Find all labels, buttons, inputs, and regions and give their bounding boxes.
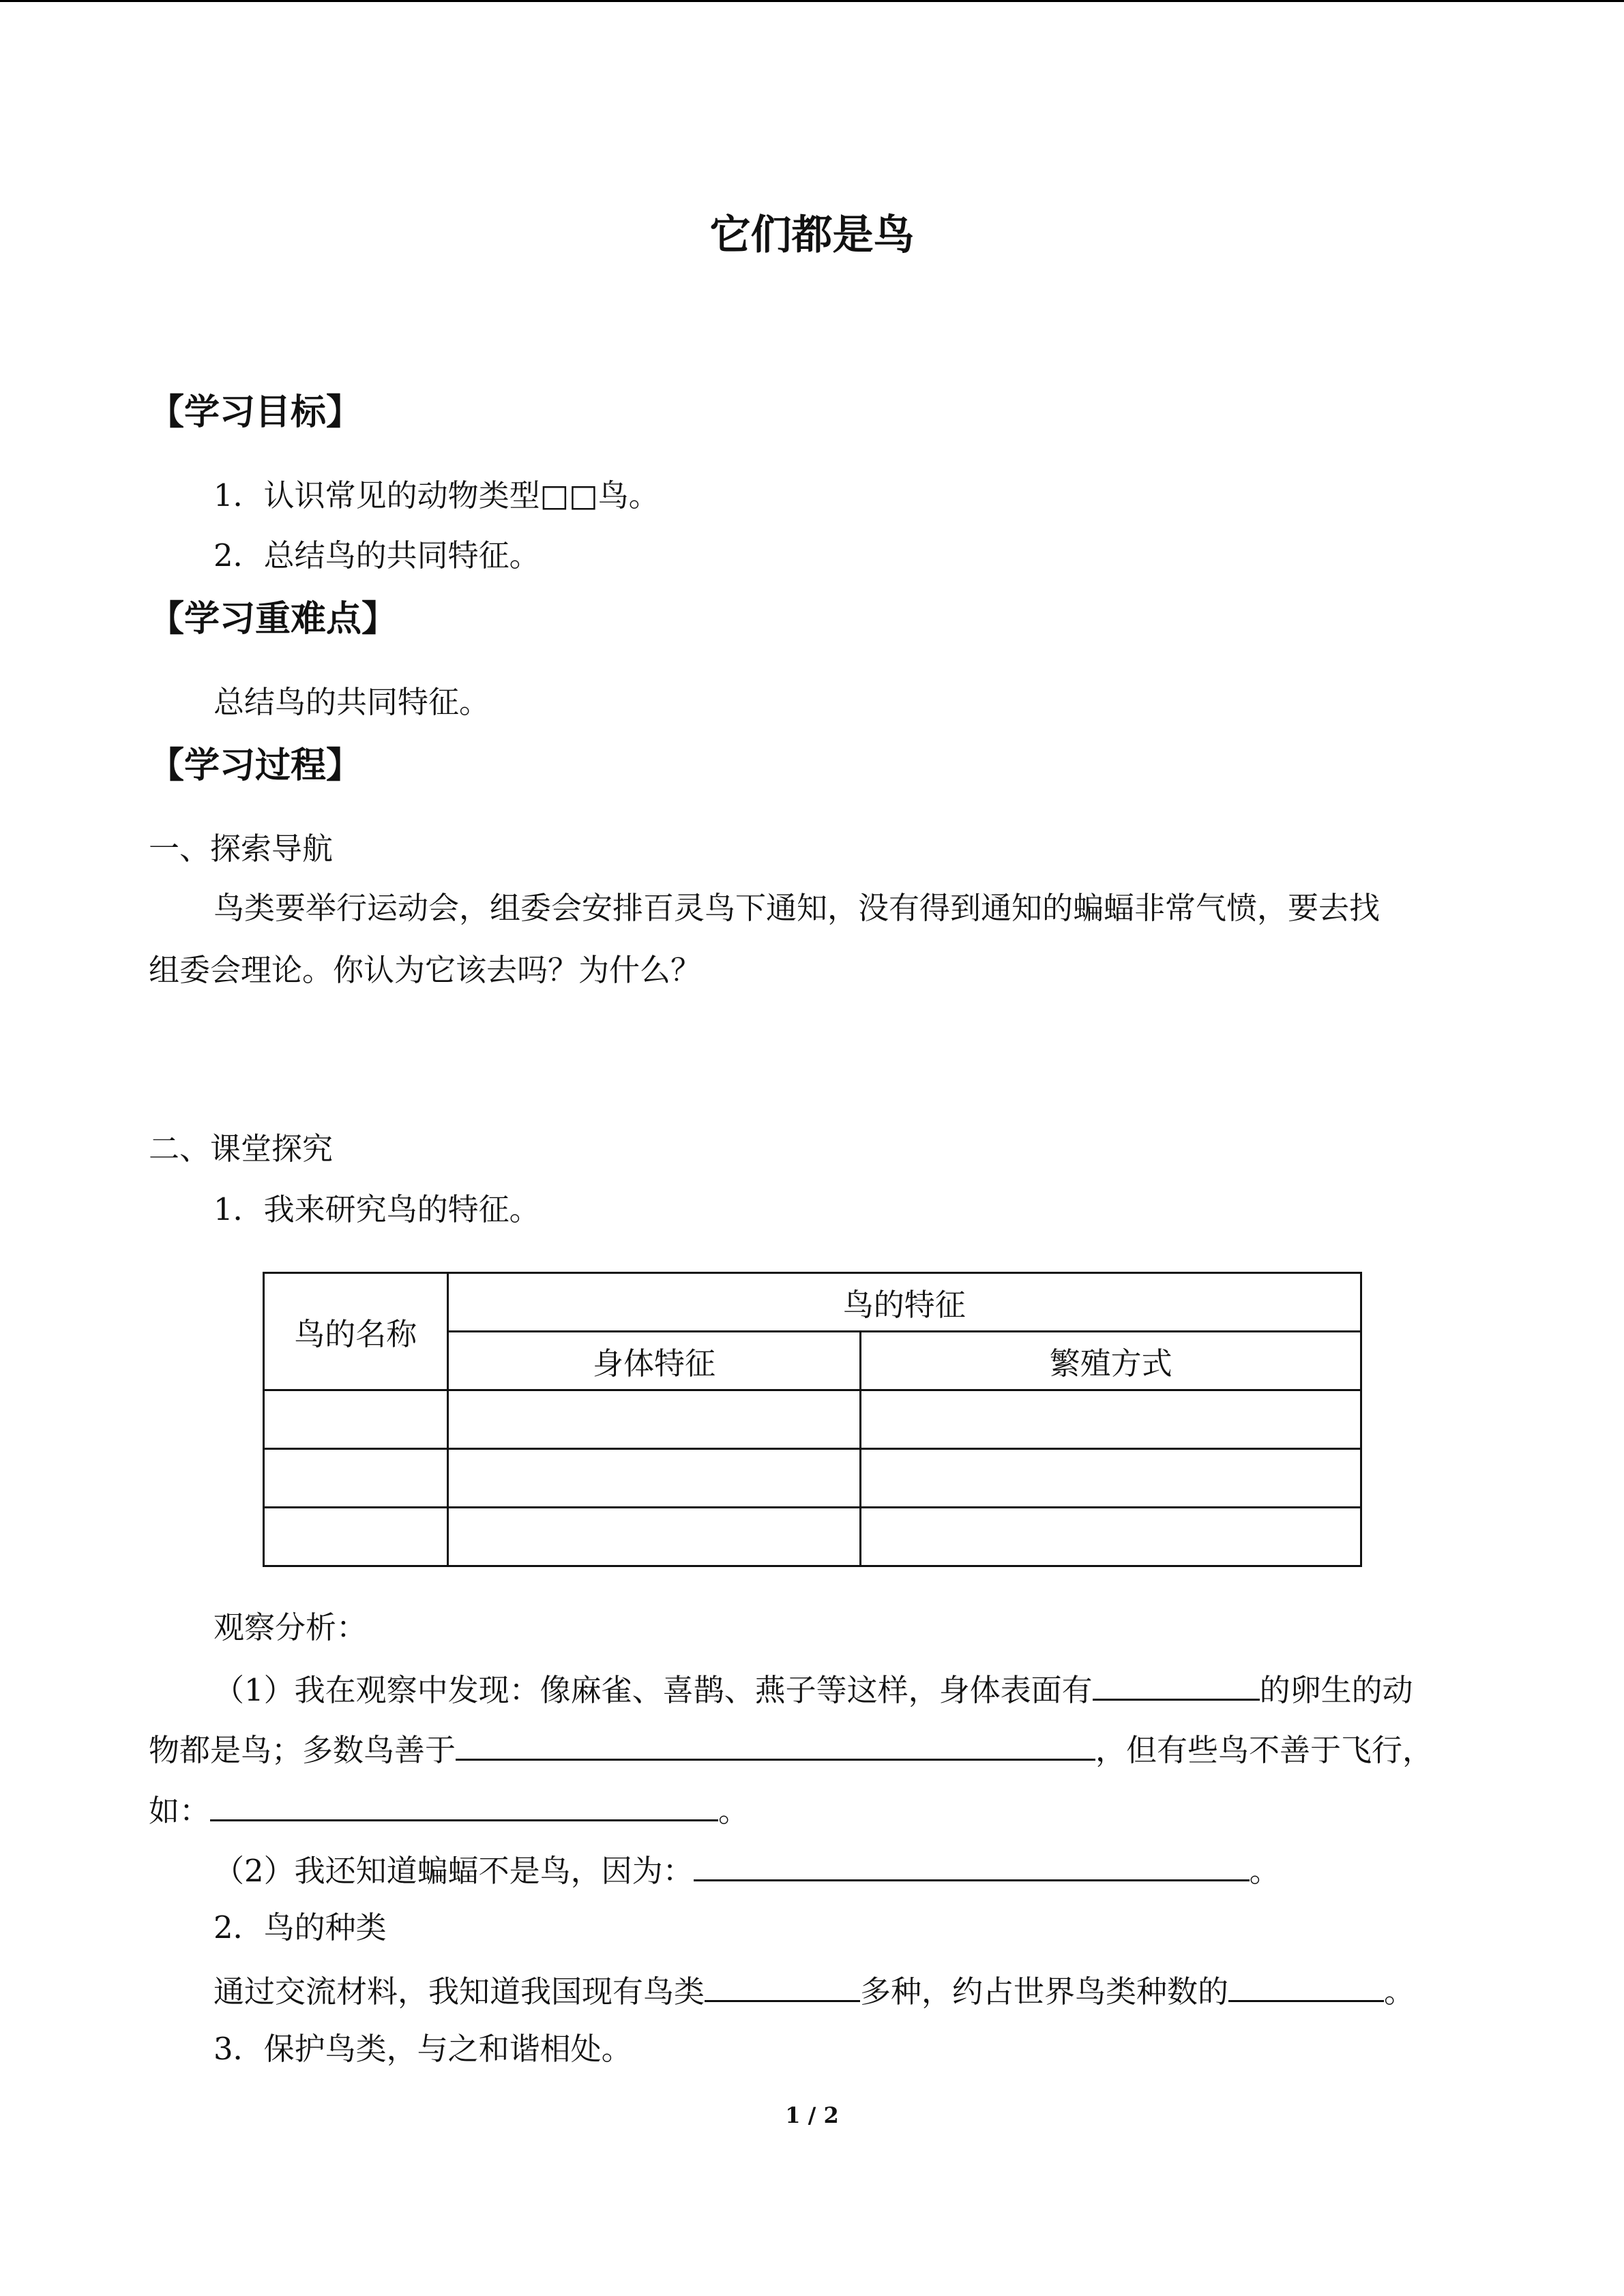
answer-blank[interactable] [705,1969,860,2002]
question2-line: （2）我还知道蝙蝠不是鸟，因为： 。 [213,1848,1280,1892]
objectives-heading: 【学习目标】 [149,392,362,433]
part1-paragraph-line1: 鸟类要举行运动会，组委会安排百灵鸟下通知，没有得到通知的蝙蝠非常气愤，要去找 [213,890,1381,926]
part1-title: 一、探索导航 [149,831,334,867]
answer-blank[interactable] [1093,1667,1260,1701]
table-cell[interactable] [861,1390,1361,1449]
part1-paragraph-line2: 组委会理论。你认为它该去吗？为什么？ [149,952,702,988]
header-body-features: 身体特征 [447,1332,861,1390]
part2-item3: 3．保护鸟类，与之和谐相处。 [213,2031,632,2067]
table-cell[interactable] [861,1508,1361,1566]
table-row [264,1449,1361,1508]
table-row [264,1390,1361,1449]
page-title: 它们都是鸟 [709,211,915,259]
table-row [264,1508,1361,1566]
part2-item2: 2．鸟的种类 [213,1909,387,1945]
table-cell[interactable] [264,1390,448,1449]
table-cell[interactable] [264,1508,448,1566]
analysis-title: 观察分析： [213,1609,368,1645]
objective-item-1: 1．认识常见的动物类型□□鸟。 [213,477,660,513]
page-number: 1 / 2 [785,2102,839,2128]
table-cell[interactable] [264,1449,448,1508]
header-bird-name: 鸟的名称 [264,1273,448,1390]
answer-blank[interactable] [210,1788,718,1821]
objective-item-2: 2．总结鸟的共同特征。 [213,537,540,573]
answer-blank[interactable] [456,1727,1095,1761]
process-heading: 【学习过程】 [149,745,362,786]
table-cell[interactable] [447,1508,861,1566]
answer-blank[interactable] [1228,1969,1384,2002]
part2-title: 二、课堂探究 [149,1131,334,1167]
bird-features-table [263,1272,1362,1567]
top-border [0,0,1624,2]
header-bird-features: 鸟的特征 [447,1273,1361,1332]
header-breeding: 繁殖方式 [861,1332,1361,1390]
part2-item1: 1．我来研究鸟的特征。 [213,1191,540,1227]
table-cell[interactable] [447,1449,861,1508]
question1-line2: 物都是鸟；多数鸟善于 ，但有些鸟不善于飞行， [149,1727,1433,1771]
key-points-heading: 【学习重难点】 [149,599,398,640]
table-cell[interactable] [447,1390,861,1449]
key-points-text: 总结鸟的共同特征。 [213,684,490,720]
table-cell[interactable] [861,1449,1361,1508]
answer-blank[interactable] [694,1848,1250,1881]
question1-line3: 如： 。 [149,1788,749,1832]
question1-line1: （1）我在观察中发现：像麻雀、喜鹊、燕子等这样，身体表面有 的卵生的动 [213,1667,1413,1711]
species-line: 通过交流材料，我知道我国现有鸟类 多种，约占世界鸟类种数的 。 [213,1969,1415,2012]
